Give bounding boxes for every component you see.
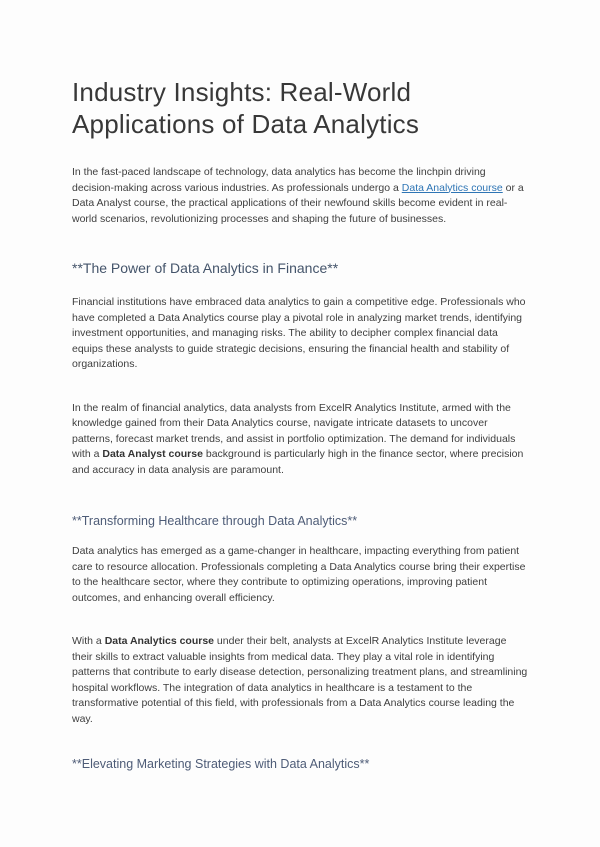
- finance-text-before-bold: In the realm of financial analytics, data analysts from ExcelR Analytics Institute, armed with the knowledge gained from their Data Analytics course, navigate intricate datasets to uncover patterns, forecast market trends, and assist in portfolio optimization. The demand for individuals with a: [72, 401, 516, 460]
- finance-text-after-bold: background is particularly high in the finance sector, where precision and accuracy in data analysis are paramount.: [72, 448, 524, 476]
- finance-paragraph-2: [72, 401, 528, 479]
- intro-text-before-link: In the fast-paced landscape of technology, data analytics has become the linchpin driving decision-making across various industries. As professionals undergo a: [72, 166, 486, 194]
- intro-text-after-link: or a Data Analyst course, the practical applications of their newfound skills become evident in real-world scenarios, revolutionizing processes and shaping the future of businesses.: [72, 181, 524, 225]
- data-analytics-course-bold: Data Analytics course: [104, 635, 215, 647]
- healthcare-text-after-bold: under their belt, analysts at ExcelR Analytics Institute leverage their skills to extract valuable insights from medical data. They play a vital role in identifying patterns that contribute to early disease detection, personalizing treatment plans, and streamlining hospital workflows. The integration of data analytics in healthcare is a testament to the transformative potential of this field, with professionals from a Data Analytics course leading the way.: [72, 635, 528, 725]
- data-analytics-course-link[interactable]: Data Analytics course: [401, 181, 503, 194]
- section-heading-finance: **The Power of Data Analytics in Finance**: [72, 260, 339, 276]
- section-heading-marketing: **Elevating Marketing Strategies with Data Analytics**: [72, 757, 370, 771]
- healthcare-paragraph-1: Data analytics has emerged as a game-changer in healthcare, impacting everything from patient care to resource allocation. Professionals completing a Data Analytics course bring their expertise to the healthcare sector, where they contribute to optimizing operations, improving patient outcomes, and enhancing overall efficiency.: [72, 545, 526, 604]
- section-heading-healthcare: **Transforming Healthcare through Data Analytics**: [72, 514, 358, 528]
- intro-paragraph: [72, 165, 528, 227]
- healthcare-paragraph-2: [72, 634, 528, 727]
- healthcare-text-before-bold: With a: [72, 635, 105, 647]
- finance-paragraph-1: Financial institutions have embraced data analytics to gain a competitive edge. Professionals who have completed a Data Analytics course play a pivotal role in analyzing market trends, identifying investment opportunities, and managing risks. The ability to decipher complex financial data equips these analysts to guide strategic decisions, ensuring the financial health and stability of organizations.: [72, 296, 526, 370]
- data-analyst-course-bold: Data Analyst course: [102, 448, 203, 460]
- document-title: Industry Insights: Real-World Applications of Data Analytics: [72, 77, 420, 139]
